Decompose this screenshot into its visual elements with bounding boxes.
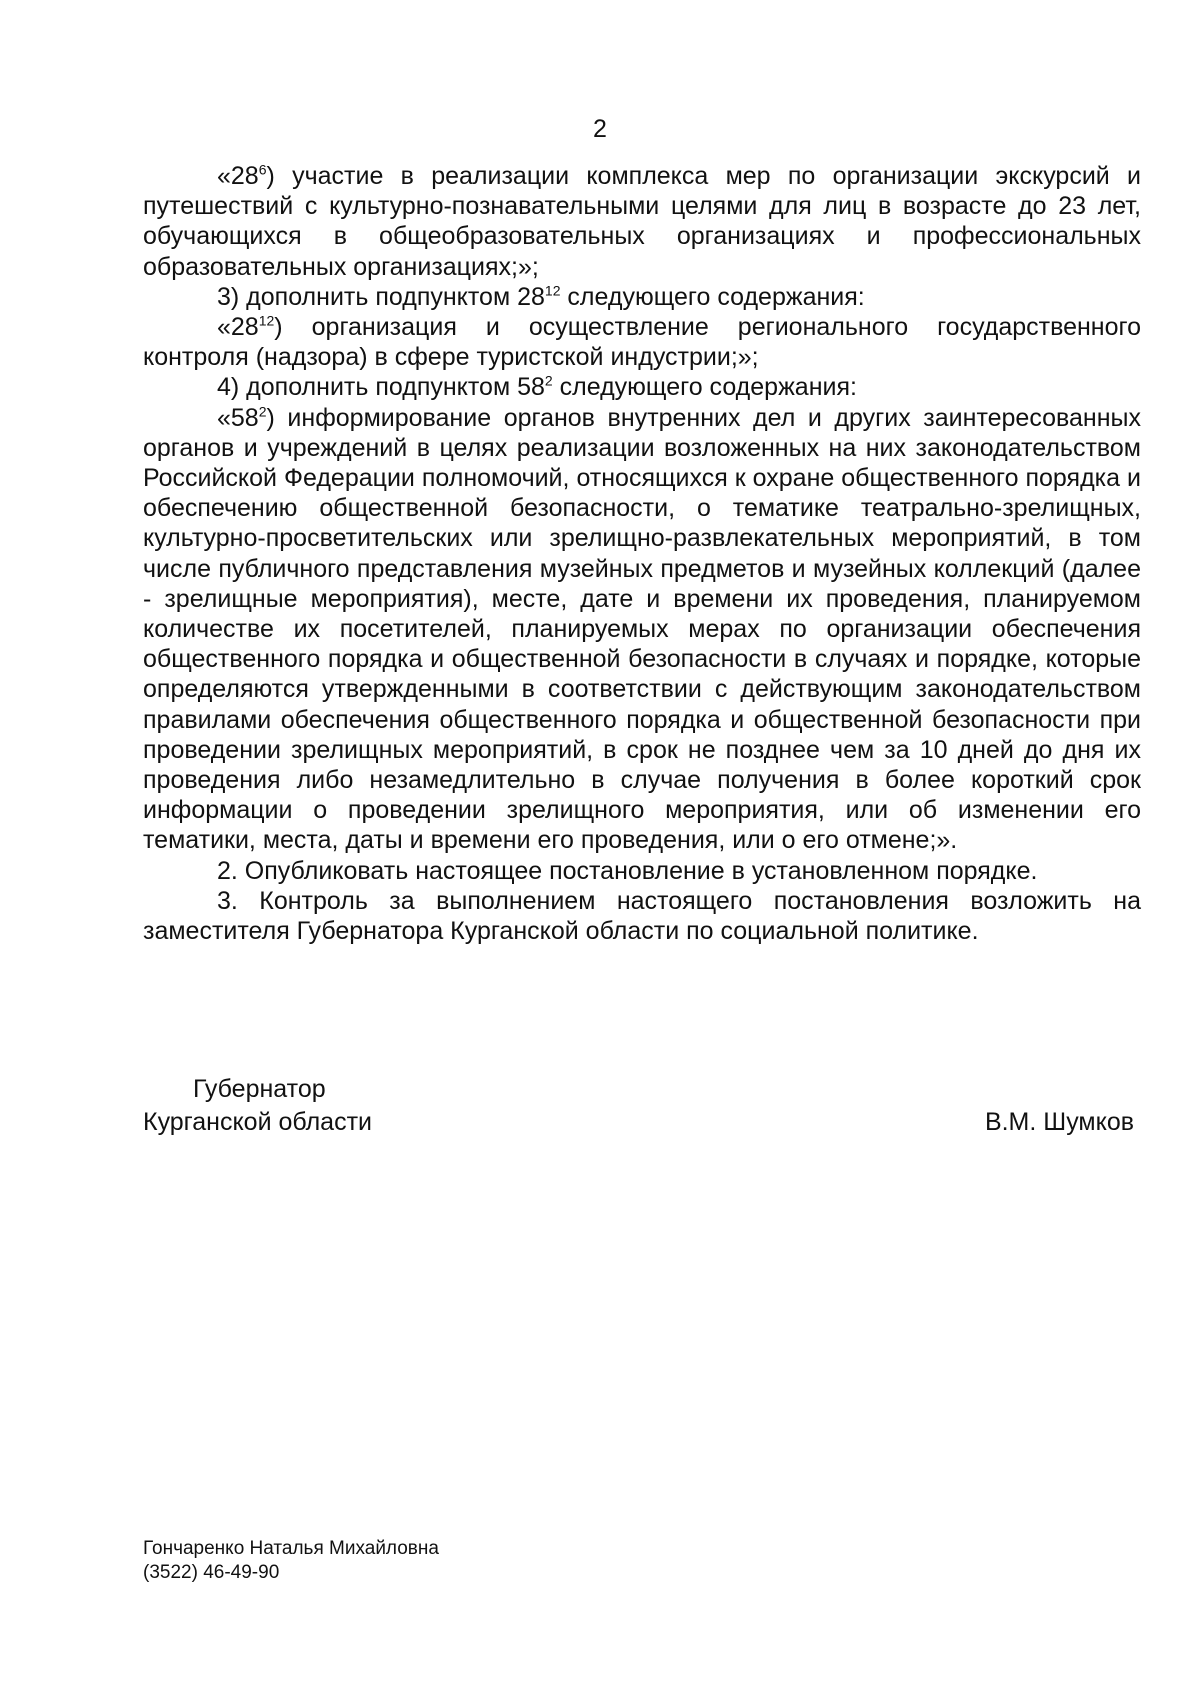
signature-title-line2: Курганской области bbox=[143, 1108, 373, 1136]
superscript-index: 2 bbox=[544, 373, 553, 390]
paragraph-text: ) информирование органов внутренних дел и других заинтересованных органов и учреждений в целях реализации возложенных на них законодательством Российской Федерации полномочий, относящихся к охране общественного порядка и обеспечению общественной безопасности, о тематике театрально-зрелищных, культурно-просветительских или зрелищно-развлекательных мероприятий, в том числе публичного представления музейных предметов и музейных коллекций (далее - зрелищные мероприятия), месте, дате и времени их проведения, планируемом количестве их посетителей, планируемых мерах по организации обеспечения общественного порядка и общественной безопасности в случаях и порядке, которые определяются утвержденными в соответствии с действующим законодательством правилами обеспечения общественного порядка и общественной безопасности при проведении зрелищных мероприятий, в срок не позднее чем за 10 дней до дня их проведения либо незамедлительно в случае получения в более короткий срок информации о проведении зрелищного мероприятия, или об изменении его тематики, места, даты и времени его проведения, или о его отмене;». bbox=[143, 403, 1141, 855]
executor-phone: (3522) 46-49-90 bbox=[143, 1562, 280, 1583]
signature-title-line1: Губернатор bbox=[193, 1075, 326, 1103]
paragraph-item-2: 2. Опубликовать настоящее постановление в установленном порядке. bbox=[217, 856, 1038, 885]
paragraph-text: следующего содержания: bbox=[552, 373, 857, 402]
executor-info bbox=[143, 1537, 439, 1585]
paragraph-item-3 bbox=[143, 282, 1141, 312]
superscript-index: 12 bbox=[258, 312, 275, 329]
paragraph-28-12 bbox=[143, 312, 1141, 372]
page-number: 2 bbox=[593, 115, 607, 143]
paragraph-text: «58 bbox=[217, 403, 259, 432]
paragraph-58-2 bbox=[143, 403, 1141, 856]
document-body bbox=[143, 161, 1141, 946]
paragraph-text: ) участие в реализации комплекса мер по организации экскурсий и путешествий с культурно-познавательными целями для лиц в возрасте до 23 лет, обучающихся в общеобразовательных организациях и профессиональных образовательных организациях;»; bbox=[143, 162, 1141, 281]
superscript-index: 2 bbox=[258, 403, 267, 420]
superscript-index: 12 bbox=[544, 282, 561, 299]
paragraph-text: 4) дополнить подпунктом 58 bbox=[217, 373, 545, 402]
paragraph-text: ) организация и осуществление регионального государственного контроля (надзора) в сфере туристской индустрии;»; bbox=[143, 313, 1141, 372]
paragraph-text: 3) дополнить подпунктом 28 bbox=[217, 282, 545, 311]
signature-title bbox=[143, 1073, 543, 1139]
superscript-index: 6 bbox=[258, 161, 267, 178]
paragraph-item-3-control: 3. Контроль за выполнением настоящего постановления возложить на заместителя Губернатора Курганской области по социальной политике. bbox=[143, 886, 1141, 946]
paragraph-item-4 bbox=[143, 372, 1141, 402]
paragraph-28-6 bbox=[143, 161, 1141, 282]
signatory-name: В.М. Шумков bbox=[984, 1108, 1134, 1136]
paragraph-text: «28 bbox=[217, 162, 259, 190]
executor-name: Гончаренко Наталья Михайловна bbox=[143, 1538, 439, 1559]
paragraph-text: следующего содержания: bbox=[560, 282, 865, 311]
paragraph-text: «28 bbox=[217, 313, 259, 342]
